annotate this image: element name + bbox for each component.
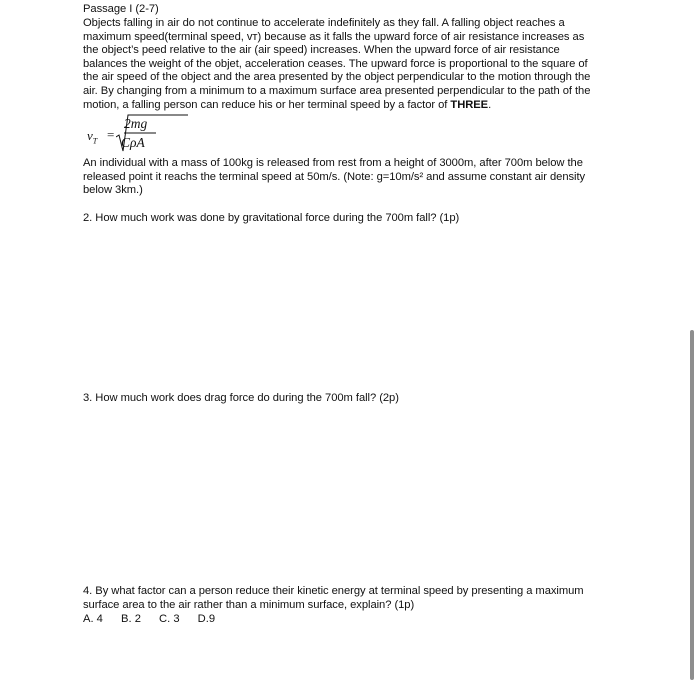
scenario-line: below 3km.) [83, 184, 143, 197]
question-2: 2. How much work was done by gravitational force during the 700m fall? (1p) [83, 212, 460, 224]
formula-equals: = [107, 127, 115, 142]
formula-lhs-subscript: T [92, 136, 98, 146]
passage-heading: Passage I (2-7) [83, 3, 159, 15]
option-a[interactable]: A. 4 [83, 613, 103, 625]
question-3: 3. How much work does drag force do during the 700m fall? (2p) [83, 392, 399, 404]
formula-denominator: CρA [121, 135, 145, 150]
scenario-line: An individual with a mass of 100kg is released from rest from a height of 3000m, after 700m below the [83, 157, 583, 169]
passage-line-last-period: . [488, 98, 492, 111]
scenario-paragraph [83, 157, 611, 198]
question-4-line: surface area to the air rather than a minimum surface, explain? (1p) [83, 598, 415, 611]
passage-line: balances the weight of the objet, acceleration ceases. The upward force is proportional to the square of [83, 57, 588, 70]
emphasis-three: THREE [450, 98, 489, 111]
passage-line: the object’s peed relative to the air (air speed) increases. When the upward force of air resistance [83, 44, 560, 57]
option-d[interactable]: D.9 [197, 613, 216, 625]
formula-lhs-symbol: v [87, 128, 93, 143]
terminal-speed-formula [83, 113, 203, 155]
vertical-scrollbar[interactable] [690, 330, 694, 680]
option-c[interactable]: C. 3 [159, 613, 180, 625]
answer-options [83, 613, 230, 627]
passage-line-last [83, 99, 611, 113]
question-4 [83, 585, 611, 612]
question-4-line: 4. By what factor can a person reduce their kinetic energy at terminal speed by presenting a maximum [83, 585, 584, 597]
passage-line: maximum speed(terminal speed, vᴛ) because as it falls the upward force of air resistance increases as [83, 30, 585, 43]
formula-lhs [87, 128, 97, 146]
option-b[interactable]: B. 2 [121, 613, 141, 625]
scenario-line: released point it reachs the terminal speed at 50m/s. (Note: g=10m/s² and assume constant air density [83, 170, 586, 183]
passage-line: air. By changing from a minimum to a maximum surface area presented perpendicular to the path of the [83, 84, 591, 97]
passage-line-last-text: motion, a falling person can reduce his or her terminal speed by a factor of [83, 98, 451, 111]
passage-line: the air speed of the object and the area presented by the object perpendicular to the motion through the [83, 71, 591, 84]
formula-numerator: 2mg [124, 116, 148, 131]
passage-paragraph [83, 17, 611, 112]
passage-line: Objects falling in air do not continue to accelerate indefinitely as they fall. A falling object reaches a [83, 17, 565, 29]
